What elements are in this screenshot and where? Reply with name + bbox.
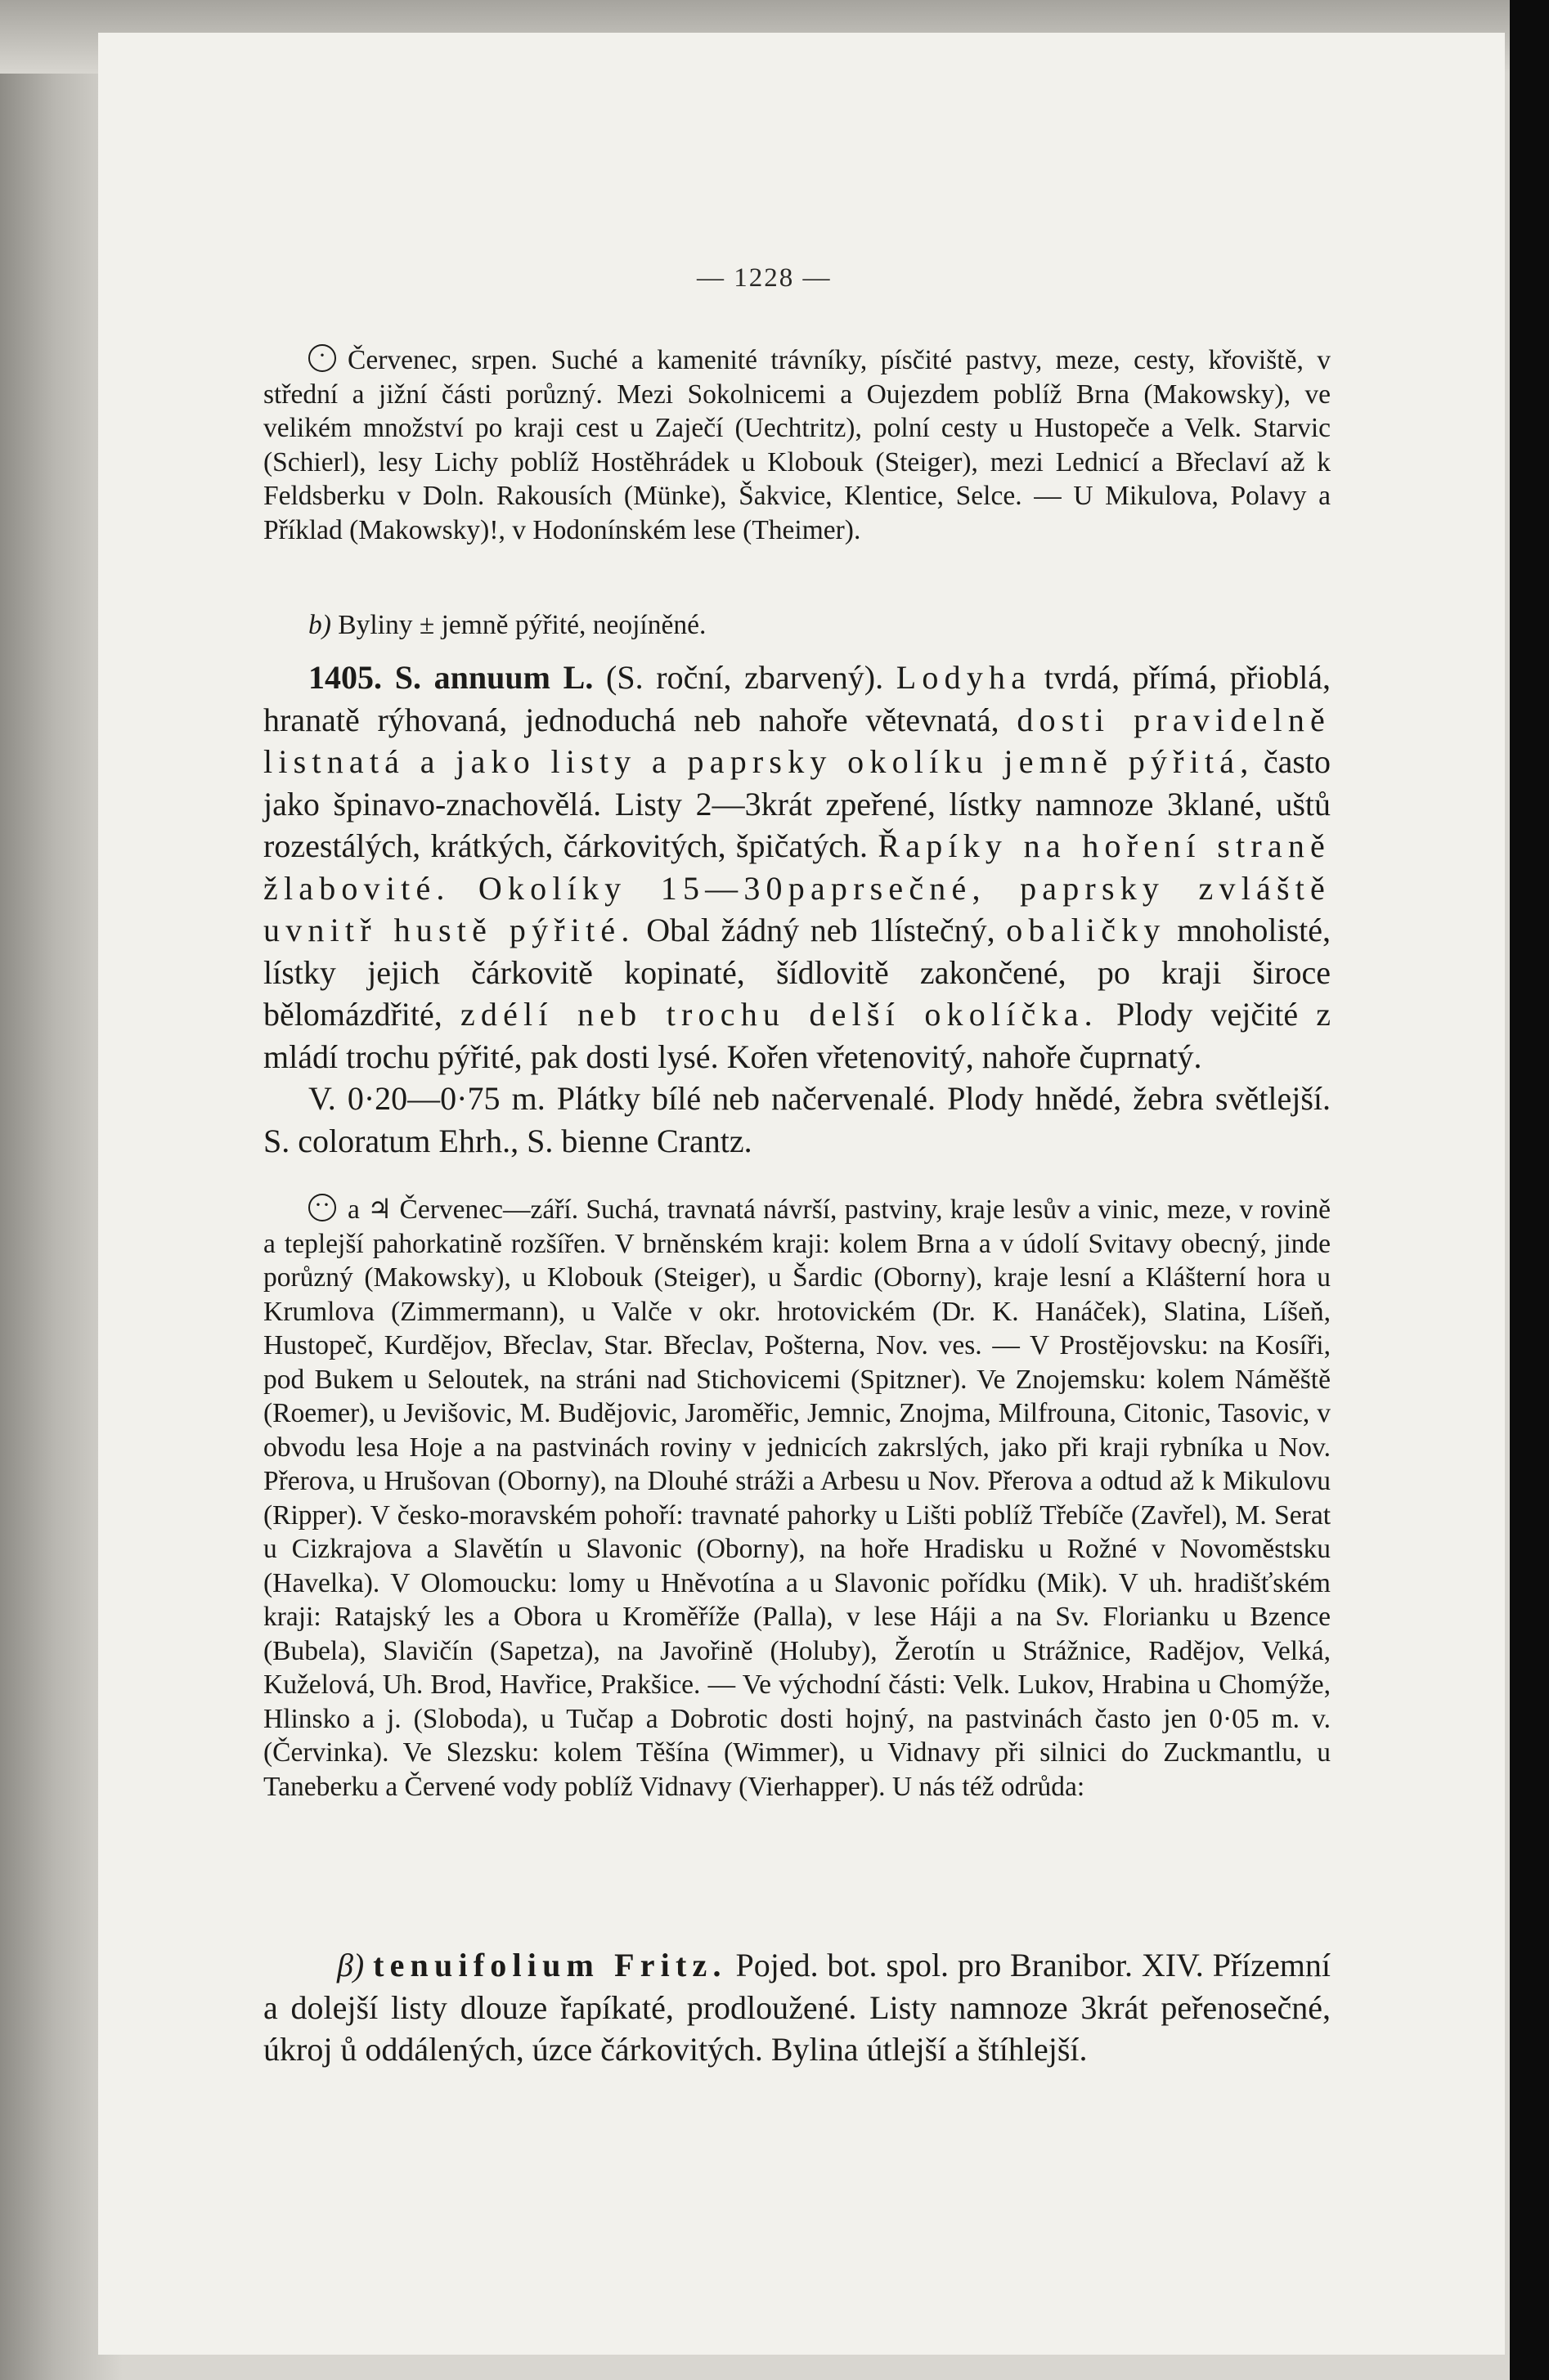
variety-b xyxy=(263,608,1331,643)
habitat-paragraph-2 xyxy=(263,1193,1331,1804)
species-common-name: (S. roční, zbarvený). xyxy=(606,659,884,696)
desc-involucel-label: obaličky xyxy=(1006,912,1166,948)
desc-leaves: často jako špinavo-znachovělá. Listy 2—3krát zpeřené, lístky namnoze 3klané, uštů rozestálých, krátkých, čárkovitých, špičatých. xyxy=(263,743,1331,864)
species-size: V. 0·20—0·75 m. Plátky bílé neb načervenalé. Plody hnědé, žebra světlejší. S. coloratum Ehrh., S. bienne Crantz. xyxy=(263,1080,1331,1159)
biennial-symbol-icon xyxy=(308,1194,336,1221)
variety-b-text: Byliny ± jemně pýřité, neojíněné. xyxy=(338,610,707,640)
habitat-paragraph-1 xyxy=(263,343,1331,547)
habitat-1-text: Červenec, srpen. Suché a kamenité trávníky, písčité pastvy, meze, cesty, křoviště, v střední a jižní části porůzný. Mezi Sokolnicemi a Oujezdem poblíž Brna (Makowsky), ve velikém množství po kraji cest u Zaječí (Uechtritz), polní cesty u Hustopeče a Velk. Starvic (Schierl), lesy Lichy poblíž Hostěhrádek u Klobouk (Steiger), mezi Lednicí a Břeclaví až k Feldsberku v Doln. Rakousích (Münke), Šakvice, Klentice, Selce. — U Mikulova, Polavy a Příklad (Makowsky)!, v Hodonínském lese (Theimer). xyxy=(263,345,1331,545)
species-number: 1405. xyxy=(308,659,382,696)
variety-b-label: b) xyxy=(308,610,331,640)
habitat-2-text: a ♃ Červenec—září. Suchá, travnatá návrší, pastviny, kraje lesův a vinic, meze, v rovině a teplejší pahorkatině rozšířen. V brněnském kraji: kolem Brna a v údolí Svitavy obecný, jinde porůzný (Makowsky), u Klobouk (Steiger), u Šardic (Oborny), kraje lesní a Klášterní hora u Krumlova (Zimmermann), u Valče v okr. hrotovickém (Dr. K. Hanáček), Slatina, Líšeň, Hustopeč, Kurdějov, Břeclav, Star. Břeclav, Pošterna, Nov. ves. — V Prostějovsku: na Kosíři, pod Bukem u Seloutek, na stráni nad Stichovicemi (Spitzner). Ve Znojemsku: kolem Náměště (Roemer), u Jevišovic, M. Budějovic, Jaroměřic, Jemnic, Znojma, Milfrouna, Citonic, Tasovic, v obvodu lesa Hoje a na pastvinách roviny v jednicích zakrslých, jako při kraji rybníka u Nov. Přerova, u Hrušovan (Oborny), na Dlouhé stráži a Arbesu u Nov. Přerova a odtud až k Mikulovu (Ripper). V česko-moravském pohoří: travnaté pahorky u Lišti poblíž Třebíče (Zavřel), M. Serat u Cizkrajova a Slavětín u Slavonic (Oborny), na hoře Hradisku u Rožné v Novoměstsku (Havelka). V Olomoucku: lomy u Hněvotína a u Slavonic pořídku (Mik). V uh. hradišťském kraji: Ratajský les a Obora u Kroměříže (Palla), v lese Háji a na Sv. Florianku u Bzence (Bubela), Slavičín (Sapetza), na Javořině (Holuby), Žerotín u Strážnice, Radějov, Velká, Kuželová, Uh. Brod, Havřice, Prakšice. — Ve východní části: Velk. Lukov, Hrabina u Chomýže, Hlinsko a j. (Sloboda), u Tučap a Dobrotic dosti hojný, na pastvinách často jen 0·05 m. v. (Červinka). Ve Slezsku: kolem Těšína (Wimmer), u Vidnavy při silnici do Zuckmantlu, u Taneberku a Červené vody poblíž Vidnavy (Vierhapper). U nás též odrůda: xyxy=(263,1194,1331,1802)
species-description xyxy=(263,657,1331,1162)
species-author: L. xyxy=(563,659,594,696)
desc-lodyha: Lodyha xyxy=(896,659,1032,696)
species-name: S. annuum xyxy=(394,659,550,696)
scan-border-right xyxy=(1510,0,1549,2380)
desc-length: zdélí neb trochu delší okolíčka. xyxy=(460,996,1098,1033)
variety-beta-name: tenuifolium Fritz. xyxy=(373,1947,727,1983)
desc-umbels: Okolíky 15—30paprsečné, paprsky zvláště uvnitř hustě pýřité. xyxy=(263,869,1331,948)
desc-involucre: Obal žádný neb 1lístečný, xyxy=(646,912,995,948)
variety-beta-label: β) xyxy=(337,1947,365,1983)
desc-leafy: dosti pravidelně listnatá a jako listy a paprsky okolíku jemně pýřitá, xyxy=(263,701,1331,780)
desc-petioles: Řapíky na hoření straně žlabovité. xyxy=(263,827,1331,907)
desc-stem: tvrdá, přímá, přioblá, hranatě rýhovaná, jednoduchá neb nahoře větevnatá, xyxy=(263,659,1331,738)
desc-involucel: mnoholisté, lístky jejich čárkovitě kopinaté, šídlovitě zakončené, po kraji široce bělomázdřité, xyxy=(263,912,1331,1033)
desc-fruits: Plody vejčité z mládí trochu pýřité, pak dosti lysé. Kořen vřetenovitý, nahoře čuprnatý. xyxy=(263,996,1331,1075)
variety-beta-text: Pojed. bot. spol. pro Branibor. XIV. Přízemní a dolejší listy dlouze řapíkaté, prodloužené. Listy namnoze 3krát peřenosečné, úkroj ů oddálených, úzce čárkovitých. Bylina útlejší a štíhlejší. xyxy=(263,1947,1331,2068)
variety-beta xyxy=(263,1944,1331,2071)
annual-symbol-icon xyxy=(308,344,336,372)
page-number: — 1228 — xyxy=(697,263,832,293)
